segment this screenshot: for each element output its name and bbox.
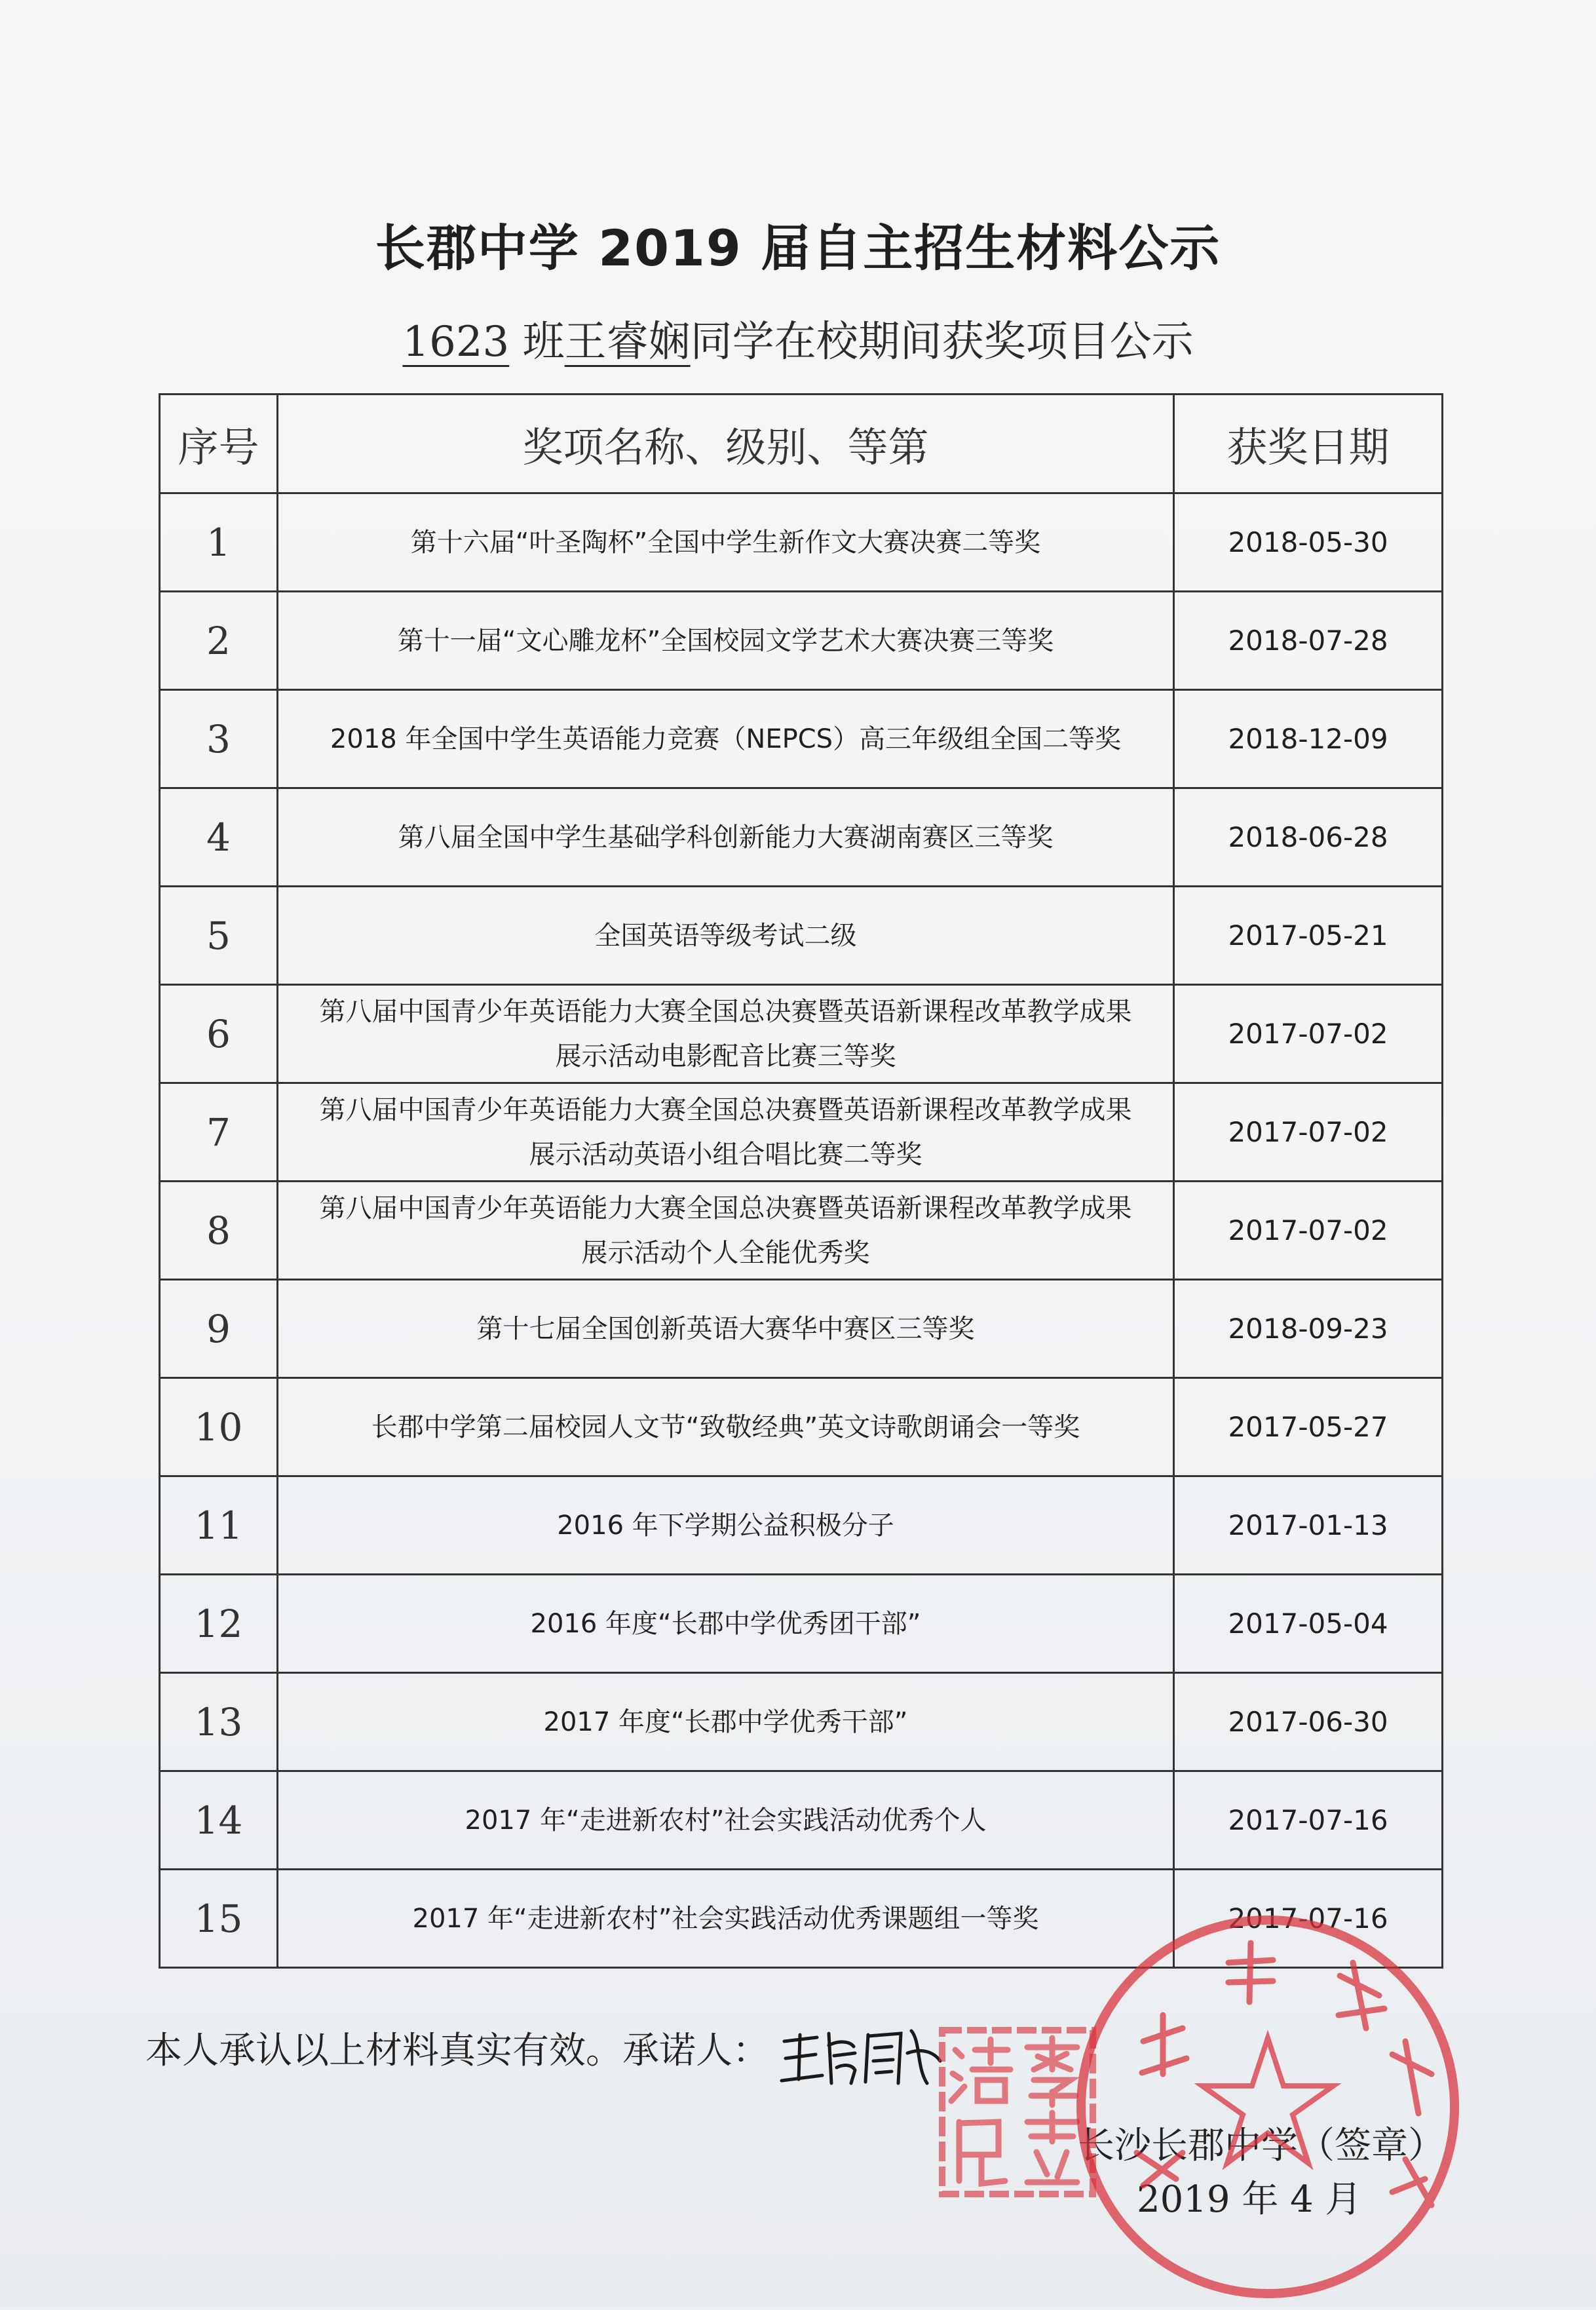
award-name-cell: 第八届中国青少年英语能力大赛全国总决赛暨英语新课程改革教学成果 展示活动英语小组合唱比赛二等奖 bbox=[278, 1083, 1174, 1182]
award-number-cell: 15 bbox=[160, 1870, 278, 1968]
award-date-cell: 2017-05-27 bbox=[1174, 1378, 1443, 1476]
award-date-cell: 2017-07-02 bbox=[1174, 1083, 1443, 1182]
award-name-cell: 第十六届“叶圣陶杯”全国中学生新作文大赛决赛二等奖 bbox=[278, 493, 1174, 592]
table-row bbox=[160, 985, 1443, 1083]
award-date-cell: 2018-06-28 bbox=[1174, 788, 1443, 887]
school-seal-stamp bbox=[1065, 1904, 1471, 2310]
award-number-cell: 4 bbox=[160, 788, 278, 887]
award-name-cell: 2017 年“走进新农村”社会实践活动优秀个人 bbox=[278, 1771, 1174, 1870]
table-row bbox=[160, 493, 1443, 592]
header-award-date: 获奖日期 bbox=[1174, 395, 1443, 493]
award-date-cell: 2017-05-21 bbox=[1174, 887, 1443, 985]
table-row bbox=[160, 1083, 1443, 1182]
award-number-cell: 12 bbox=[160, 1575, 278, 1673]
table-row bbox=[160, 1575, 1443, 1673]
award-number-cell: 3 bbox=[160, 690, 278, 788]
award-name-cell: 2017 年度“长郡中学优秀干部” bbox=[278, 1673, 1174, 1771]
table-row bbox=[160, 788, 1443, 887]
award-date-cell: 2018-09-23 bbox=[1174, 1280, 1443, 1378]
personal-seal-stamp bbox=[936, 2024, 1099, 2201]
award-name-cell: 第八届全国中学生基础学科创新能力大赛湖南赛区三等奖 bbox=[278, 788, 1174, 887]
award-number-cell: 1 bbox=[160, 493, 278, 592]
award-name-cell: 2016 年度“长郡中学优秀团干部” bbox=[278, 1575, 1174, 1673]
table-body bbox=[160, 493, 1443, 1968]
award-date-cell: 2018-07-28 bbox=[1174, 592, 1443, 690]
table-row bbox=[160, 1476, 1443, 1575]
award-date-cell: 2018-12-09 bbox=[1174, 690, 1443, 788]
award-name-cell: 第八届中国青少年英语能力大赛全国总决赛暨英语新课程改革教学成果 展示活动个人全能优秀奖 bbox=[278, 1182, 1174, 1280]
award-date-cell: 2017-05-04 bbox=[1174, 1575, 1443, 1673]
school-signature-line: 长沙长郡中学（签章） bbox=[1078, 2125, 1445, 2167]
table-row bbox=[160, 1378, 1443, 1476]
award-number-cell: 14 bbox=[160, 1771, 278, 1870]
award-name-cell: 2016 年下学期公益积极分子 bbox=[278, 1476, 1174, 1575]
student-name: 王睿娴 bbox=[564, 318, 691, 366]
award-number-cell: 11 bbox=[160, 1476, 278, 1575]
table-row bbox=[160, 690, 1443, 788]
award-date-cell: 2017-07-02 bbox=[1174, 985, 1443, 1083]
award-number-cell: 7 bbox=[160, 1083, 278, 1182]
award-name-cell: 2017 年“走进新农村”社会实践活动优秀课题组一等奖 bbox=[278, 1870, 1174, 1968]
award-date-cell: 2017-07-16 bbox=[1174, 1771, 1443, 1870]
table-row bbox=[160, 887, 1443, 985]
class-number: 1623 bbox=[402, 318, 510, 366]
page-title: 长郡中学 2019 届自主招生材料公示 bbox=[375, 219, 1221, 277]
header-number: 序号 bbox=[160, 395, 278, 493]
award-number-cell: 6 bbox=[160, 985, 278, 1083]
award-name-cell: 长郡中学第二届校园人文节“致敬经典”英文诗歌朗诵会一等奖 bbox=[278, 1378, 1174, 1476]
table-header-row bbox=[160, 395, 1443, 493]
table-row bbox=[160, 1673, 1443, 1771]
award-date-cell: 2017-07-16 bbox=[1174, 1870, 1443, 1968]
pledge-statement: 本人承认以上材料真实有效。承诺人： bbox=[145, 2030, 769, 2072]
award-date-cell: 2017-01-13 bbox=[1174, 1476, 1443, 1575]
award-number-cell: 8 bbox=[160, 1182, 278, 1280]
document-date: 2019 年 4 月 bbox=[1137, 2178, 1362, 2221]
award-number-cell: 2 bbox=[160, 592, 278, 690]
header-award-name: 奖项名称、级别、等第 bbox=[278, 395, 1174, 493]
award-name-cell: 2018 年全国中学生英语能力竞赛（NEPCS）高三年级组全国二等奖 bbox=[278, 690, 1174, 788]
award-name-cell: 第十七届全国创新英语大赛华中赛区三等奖 bbox=[278, 1280, 1174, 1378]
award-name-cell: 第八届中国青少年英语能力大赛全国总决赛暨英语新课程改革教学成果 展示活动电影配音比赛三等奖 bbox=[278, 985, 1174, 1083]
award-date-cell: 2018-05-30 bbox=[1174, 493, 1443, 592]
handwritten-signature bbox=[776, 2015, 947, 2094]
award-number-cell: 13 bbox=[160, 1673, 278, 1771]
subtitle-tail: 同学在校期间获奖项目公示 bbox=[690, 318, 1194, 366]
table-row bbox=[160, 592, 1443, 690]
award-number-cell: 9 bbox=[160, 1280, 278, 1378]
award-name-cell: 第十一届“文心雕龙杯”全国校园文学艺术大赛决赛三等奖 bbox=[278, 592, 1174, 690]
award-date-cell: 2017-06-30 bbox=[1174, 1673, 1443, 1771]
table-row bbox=[160, 1771, 1443, 1870]
table-row bbox=[160, 1280, 1443, 1378]
award-number-cell: 5 bbox=[160, 887, 278, 985]
award-number-cell: 10 bbox=[160, 1378, 278, 1476]
award-name-cell: 全国英语等级考试二级 bbox=[278, 887, 1174, 985]
table-row bbox=[160, 1182, 1443, 1280]
award-date-cell: 2017-07-02 bbox=[1174, 1182, 1443, 1280]
page-subtitle bbox=[0, 308, 1596, 368]
class-word: 班 bbox=[509, 318, 565, 366]
awards-table bbox=[159, 393, 1443, 1969]
